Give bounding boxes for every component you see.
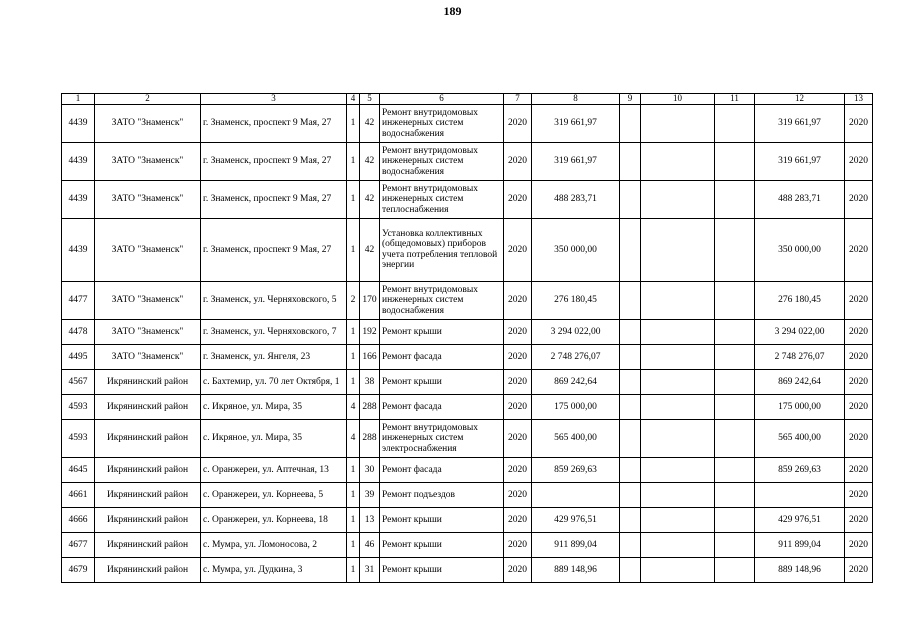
completion-year-cell: 2020: [845, 180, 873, 218]
address-cell: г. Знаменск, проспект 9 Мая, 27: [201, 218, 347, 281]
row-id: 4593: [62, 394, 95, 419]
total-cost-cell: 429 976,51: [755, 507, 845, 532]
table-row: [62, 180, 873, 218]
column10-cell: [641, 142, 715, 180]
column4-cell: 1: [347, 369, 360, 394]
work-type-cell: Ремонт фасада: [380, 394, 504, 419]
column-number: 2: [95, 94, 201, 105]
row-id: 4439: [62, 180, 95, 218]
row-id: 4661: [62, 482, 95, 507]
cost-cell: 276 180,45: [532, 281, 620, 319]
table-row: [62, 557, 873, 582]
municipality-cell: Икрянинский район: [95, 369, 201, 394]
year-cell: 2020: [504, 419, 532, 457]
column11-cell: [715, 369, 755, 394]
column-number: 4: [347, 94, 360, 105]
column4-cell: 1: [347, 319, 360, 344]
municipality-cell: Икрянинский район: [95, 457, 201, 482]
completion-year-cell: 2020: [845, 218, 873, 281]
column-number: 9: [620, 94, 641, 105]
total-cost-cell: 869 242,64: [755, 369, 845, 394]
work-type-cell: Ремонт фасада: [380, 344, 504, 369]
row-id: 4679: [62, 557, 95, 582]
column-number: 5: [360, 94, 380, 105]
table-row: [62, 104, 873, 142]
completion-year-cell: 2020: [845, 482, 873, 507]
column10-cell: [641, 394, 715, 419]
year-cell: 2020: [504, 281, 532, 319]
table-row: [62, 482, 873, 507]
cost-cell: 319 661,97: [532, 104, 620, 142]
column-number: 13: [845, 94, 873, 105]
column5-cell: 166: [360, 344, 380, 369]
municipality-cell: Икрянинский район: [95, 557, 201, 582]
column9-cell: [620, 344, 641, 369]
completion-year-cell: 2020: [845, 557, 873, 582]
row-id: 4477: [62, 281, 95, 319]
column10-cell: [641, 281, 715, 319]
year-cell: 2020: [504, 557, 532, 582]
completion-year-cell: 2020: [845, 319, 873, 344]
total-cost-cell: 3 294 022,00: [755, 319, 845, 344]
column4-cell: 1: [347, 104, 360, 142]
column5-cell: 192: [360, 319, 380, 344]
cost-cell: 3 294 022,00: [532, 319, 620, 344]
cost-cell: 350 000,00: [532, 218, 620, 281]
column-number: 12: [755, 94, 845, 105]
completion-year-cell: 2020: [845, 507, 873, 532]
table-row: [62, 419, 873, 457]
column4-cell: 4: [347, 394, 360, 419]
table-row: [62, 532, 873, 557]
column9-cell: [620, 532, 641, 557]
column4-cell: 1: [347, 557, 360, 582]
row-id: 4478: [62, 319, 95, 344]
cost-cell: 319 661,97: [532, 142, 620, 180]
year-cell: 2020: [504, 319, 532, 344]
column10-cell: [641, 532, 715, 557]
column11-cell: [715, 557, 755, 582]
row-id: 4439: [62, 104, 95, 142]
table-row: [62, 344, 873, 369]
column-number: 11: [715, 94, 755, 105]
row-id: 4666: [62, 507, 95, 532]
address-cell: с. Оранжереи, ул. Аптечная, 13: [201, 457, 347, 482]
year-cell: 2020: [504, 482, 532, 507]
column-number: 10: [641, 94, 715, 105]
column11-cell: [715, 394, 755, 419]
work-type-cell: Ремонт внутридомовых инженерных систем водоснабжения: [380, 281, 504, 319]
column10-cell: [641, 457, 715, 482]
work-type-cell: Установка коллективных (общедомовых) приборов учета потребления тепловой энергии: [380, 218, 504, 281]
column5-cell: 39: [360, 482, 380, 507]
work-type-cell: Ремонт крыши: [380, 319, 504, 344]
page-number: 189: [443, 4, 462, 18]
year-cell: 2020: [504, 142, 532, 180]
column10-cell: [641, 507, 715, 532]
row-id: 4439: [62, 218, 95, 281]
address-cell: г. Знаменск, проспект 9 Мая, 27: [201, 142, 347, 180]
municipality-cell: Икрянинский район: [95, 507, 201, 532]
address-cell: г. Знаменск, ул. Янгеля, 23: [201, 344, 347, 369]
column9-cell: [620, 369, 641, 394]
completion-year-cell: 2020: [845, 104, 873, 142]
municipality-cell: ЗАТО "Знаменск": [95, 344, 201, 369]
completion-year-cell: 2020: [845, 419, 873, 457]
column11-cell: [715, 142, 755, 180]
column4-cell: 1: [347, 457, 360, 482]
municipality-cell: ЗАТО "Знаменск": [95, 218, 201, 281]
column9-cell: [620, 457, 641, 482]
address-cell: с. Оранжереи, ул. Корнеева, 5: [201, 482, 347, 507]
table-row: [62, 394, 873, 419]
year-cell: 2020: [504, 507, 532, 532]
column11-cell: [715, 218, 755, 281]
table-row: [62, 457, 873, 482]
column5-cell: 46: [360, 532, 380, 557]
work-type-cell: Ремонт внутридомовых инженерных систем водоснабжения: [380, 104, 504, 142]
column5-cell: 170: [360, 281, 380, 319]
cost-cell: 911 899,04: [532, 532, 620, 557]
column4-cell: 4: [347, 419, 360, 457]
total-cost-cell: 859 269,63: [755, 457, 845, 482]
address-cell: г. Знаменск, проспект 9 Мая, 27: [201, 104, 347, 142]
table-row: [62, 218, 873, 281]
column11-cell: [715, 281, 755, 319]
column10-cell: [641, 180, 715, 218]
column5-cell: 42: [360, 142, 380, 180]
table-row: [62, 369, 873, 394]
column10-cell: [641, 344, 715, 369]
year-cell: 2020: [504, 344, 532, 369]
work-type-cell: Ремонт внутридомовых инженерных систем теплоснабжения: [380, 180, 504, 218]
column4-cell: 2: [347, 281, 360, 319]
address-cell: с. Мумра, ул. Дудкина, 3: [201, 557, 347, 582]
work-type-cell: Ремонт крыши: [380, 507, 504, 532]
year-cell: 2020: [504, 104, 532, 142]
work-type-cell: Ремонт внутридомовых инженерных систем водоснабжения: [380, 142, 504, 180]
table-row: [62, 319, 873, 344]
column5-cell: 288: [360, 419, 380, 457]
municipality-cell: Икрянинский район: [95, 532, 201, 557]
year-cell: 2020: [504, 394, 532, 419]
total-cost-cell: 276 180,45: [755, 281, 845, 319]
row-id: 4677: [62, 532, 95, 557]
municipality-cell: ЗАТО "Знаменск": [95, 319, 201, 344]
cost-cell: 859 269,63: [532, 457, 620, 482]
total-cost-cell: 2 748 276,07: [755, 344, 845, 369]
cost-cell: 869 242,64: [532, 369, 620, 394]
work-type-cell: Ремонт крыши: [380, 557, 504, 582]
completion-year-cell: 2020: [845, 369, 873, 394]
address-cell: г. Знаменск, ул. Черняховского, 7: [201, 319, 347, 344]
column11-cell: [715, 344, 755, 369]
work-type-cell: Ремонт крыши: [380, 532, 504, 557]
completion-year-cell: 2020: [845, 532, 873, 557]
completion-year-cell: 2020: [845, 457, 873, 482]
column5-cell: 31: [360, 557, 380, 582]
address-cell: с. Оранжереи, ул. Корнеева, 18: [201, 507, 347, 532]
column9-cell: [620, 507, 641, 532]
column4-cell: 1: [347, 142, 360, 180]
address-cell: г. Знаменск, ул. Черняховского, 5: [201, 281, 347, 319]
column9-cell: [620, 482, 641, 507]
year-cell: 2020: [504, 532, 532, 557]
column9-cell: [620, 142, 641, 180]
total-cost-cell: 350 000,00: [755, 218, 845, 281]
total-cost-cell: 889 148,96: [755, 557, 845, 582]
municipality-cell: ЗАТО "Знаменск": [95, 180, 201, 218]
address-cell: г. Знаменск, проспект 9 Мая, 27: [201, 180, 347, 218]
municipality-cell: ЗАТО "Знаменск": [95, 104, 201, 142]
total-cost-cell: 488 283,71: [755, 180, 845, 218]
completion-year-cell: 2020: [845, 394, 873, 419]
column-number: 3: [201, 94, 347, 105]
column5-cell: 288: [360, 394, 380, 419]
column4-cell: 1: [347, 344, 360, 369]
column10-cell: [641, 557, 715, 582]
row-id: 4593: [62, 419, 95, 457]
total-cost-cell: [755, 482, 845, 507]
column4-cell: 1: [347, 507, 360, 532]
column11-cell: [715, 507, 755, 532]
completion-year-cell: 2020: [845, 344, 873, 369]
municipality-cell: Икрянинский район: [95, 482, 201, 507]
cost-cell: 565 400,00: [532, 419, 620, 457]
column4-cell: 1: [347, 532, 360, 557]
year-cell: 2020: [504, 369, 532, 394]
column-number: 7: [504, 94, 532, 105]
column9-cell: [620, 218, 641, 281]
completion-year-cell: 2020: [845, 142, 873, 180]
cost-cell: 429 976,51: [532, 507, 620, 532]
column10-cell: [641, 319, 715, 344]
cost-cell: 488 283,71: [532, 180, 620, 218]
year-cell: 2020: [504, 180, 532, 218]
column-number-header-row: [62, 94, 873, 105]
cost-cell: [532, 482, 620, 507]
municipality-cell: ЗАТО "Знаменск": [95, 142, 201, 180]
column5-cell: 38: [360, 369, 380, 394]
column5-cell: 42: [360, 104, 380, 142]
column10-cell: [641, 419, 715, 457]
column9-cell: [620, 180, 641, 218]
column5-cell: 42: [360, 218, 380, 281]
table-row: [62, 507, 873, 532]
column9-cell: [620, 557, 641, 582]
column11-cell: [715, 532, 755, 557]
column11-cell: [715, 482, 755, 507]
completion-year-cell: 2020: [845, 281, 873, 319]
column9-cell: [620, 319, 641, 344]
municipality-cell: Икрянинский район: [95, 394, 201, 419]
column11-cell: [715, 457, 755, 482]
column4-cell: 1: [347, 218, 360, 281]
row-id: 4439: [62, 142, 95, 180]
column4-cell: 1: [347, 180, 360, 218]
column-number: 8: [532, 94, 620, 105]
column11-cell: [715, 419, 755, 457]
column5-cell: 30: [360, 457, 380, 482]
address-cell: с. Бахтемир, ул. 70 лет Октября, 1: [201, 369, 347, 394]
work-type-cell: Ремонт фасада: [380, 457, 504, 482]
column11-cell: [715, 180, 755, 218]
address-cell: с. Икряное, ул. Мира, 35: [201, 419, 347, 457]
column10-cell: [641, 104, 715, 142]
row-id: 4567: [62, 369, 95, 394]
column10-cell: [641, 369, 715, 394]
table-row: [62, 281, 873, 319]
municipality-cell: ЗАТО "Знаменск": [95, 281, 201, 319]
column-number: 6: [380, 94, 504, 105]
column9-cell: [620, 419, 641, 457]
total-cost-cell: 319 661,97: [755, 142, 845, 180]
address-cell: с. Икряное, ул. Мира, 35: [201, 394, 347, 419]
total-cost-cell: 911 899,04: [755, 532, 845, 557]
cost-cell: 175 000,00: [532, 394, 620, 419]
row-id: 4645: [62, 457, 95, 482]
repair-schedule-table: [61, 93, 873, 583]
total-cost-cell: 175 000,00: [755, 394, 845, 419]
row-id: 4495: [62, 344, 95, 369]
column10-cell: [641, 218, 715, 281]
cost-cell: 2 748 276,07: [532, 344, 620, 369]
column11-cell: [715, 319, 755, 344]
total-cost-cell: 319 661,97: [755, 104, 845, 142]
table-row: [62, 142, 873, 180]
column-number: 1: [62, 94, 95, 105]
municipality-cell: Икрянинский район: [95, 419, 201, 457]
work-type-cell: Ремонт крыши: [380, 369, 504, 394]
column5-cell: 13: [360, 507, 380, 532]
work-type-cell: Ремонт внутридомовых инженерных систем электроснабжения: [380, 419, 504, 457]
column9-cell: [620, 394, 641, 419]
cost-cell: 889 148,96: [532, 557, 620, 582]
address-cell: с. Мумра, ул. Ломоносова, 2: [201, 532, 347, 557]
column9-cell: [620, 104, 641, 142]
year-cell: 2020: [504, 457, 532, 482]
column11-cell: [715, 104, 755, 142]
column4-cell: 1: [347, 482, 360, 507]
total-cost-cell: 565 400,00: [755, 419, 845, 457]
work-type-cell: Ремонт подъездов: [380, 482, 504, 507]
column5-cell: 42: [360, 180, 380, 218]
column9-cell: [620, 281, 641, 319]
column10-cell: [641, 482, 715, 507]
year-cell: 2020: [504, 218, 532, 281]
